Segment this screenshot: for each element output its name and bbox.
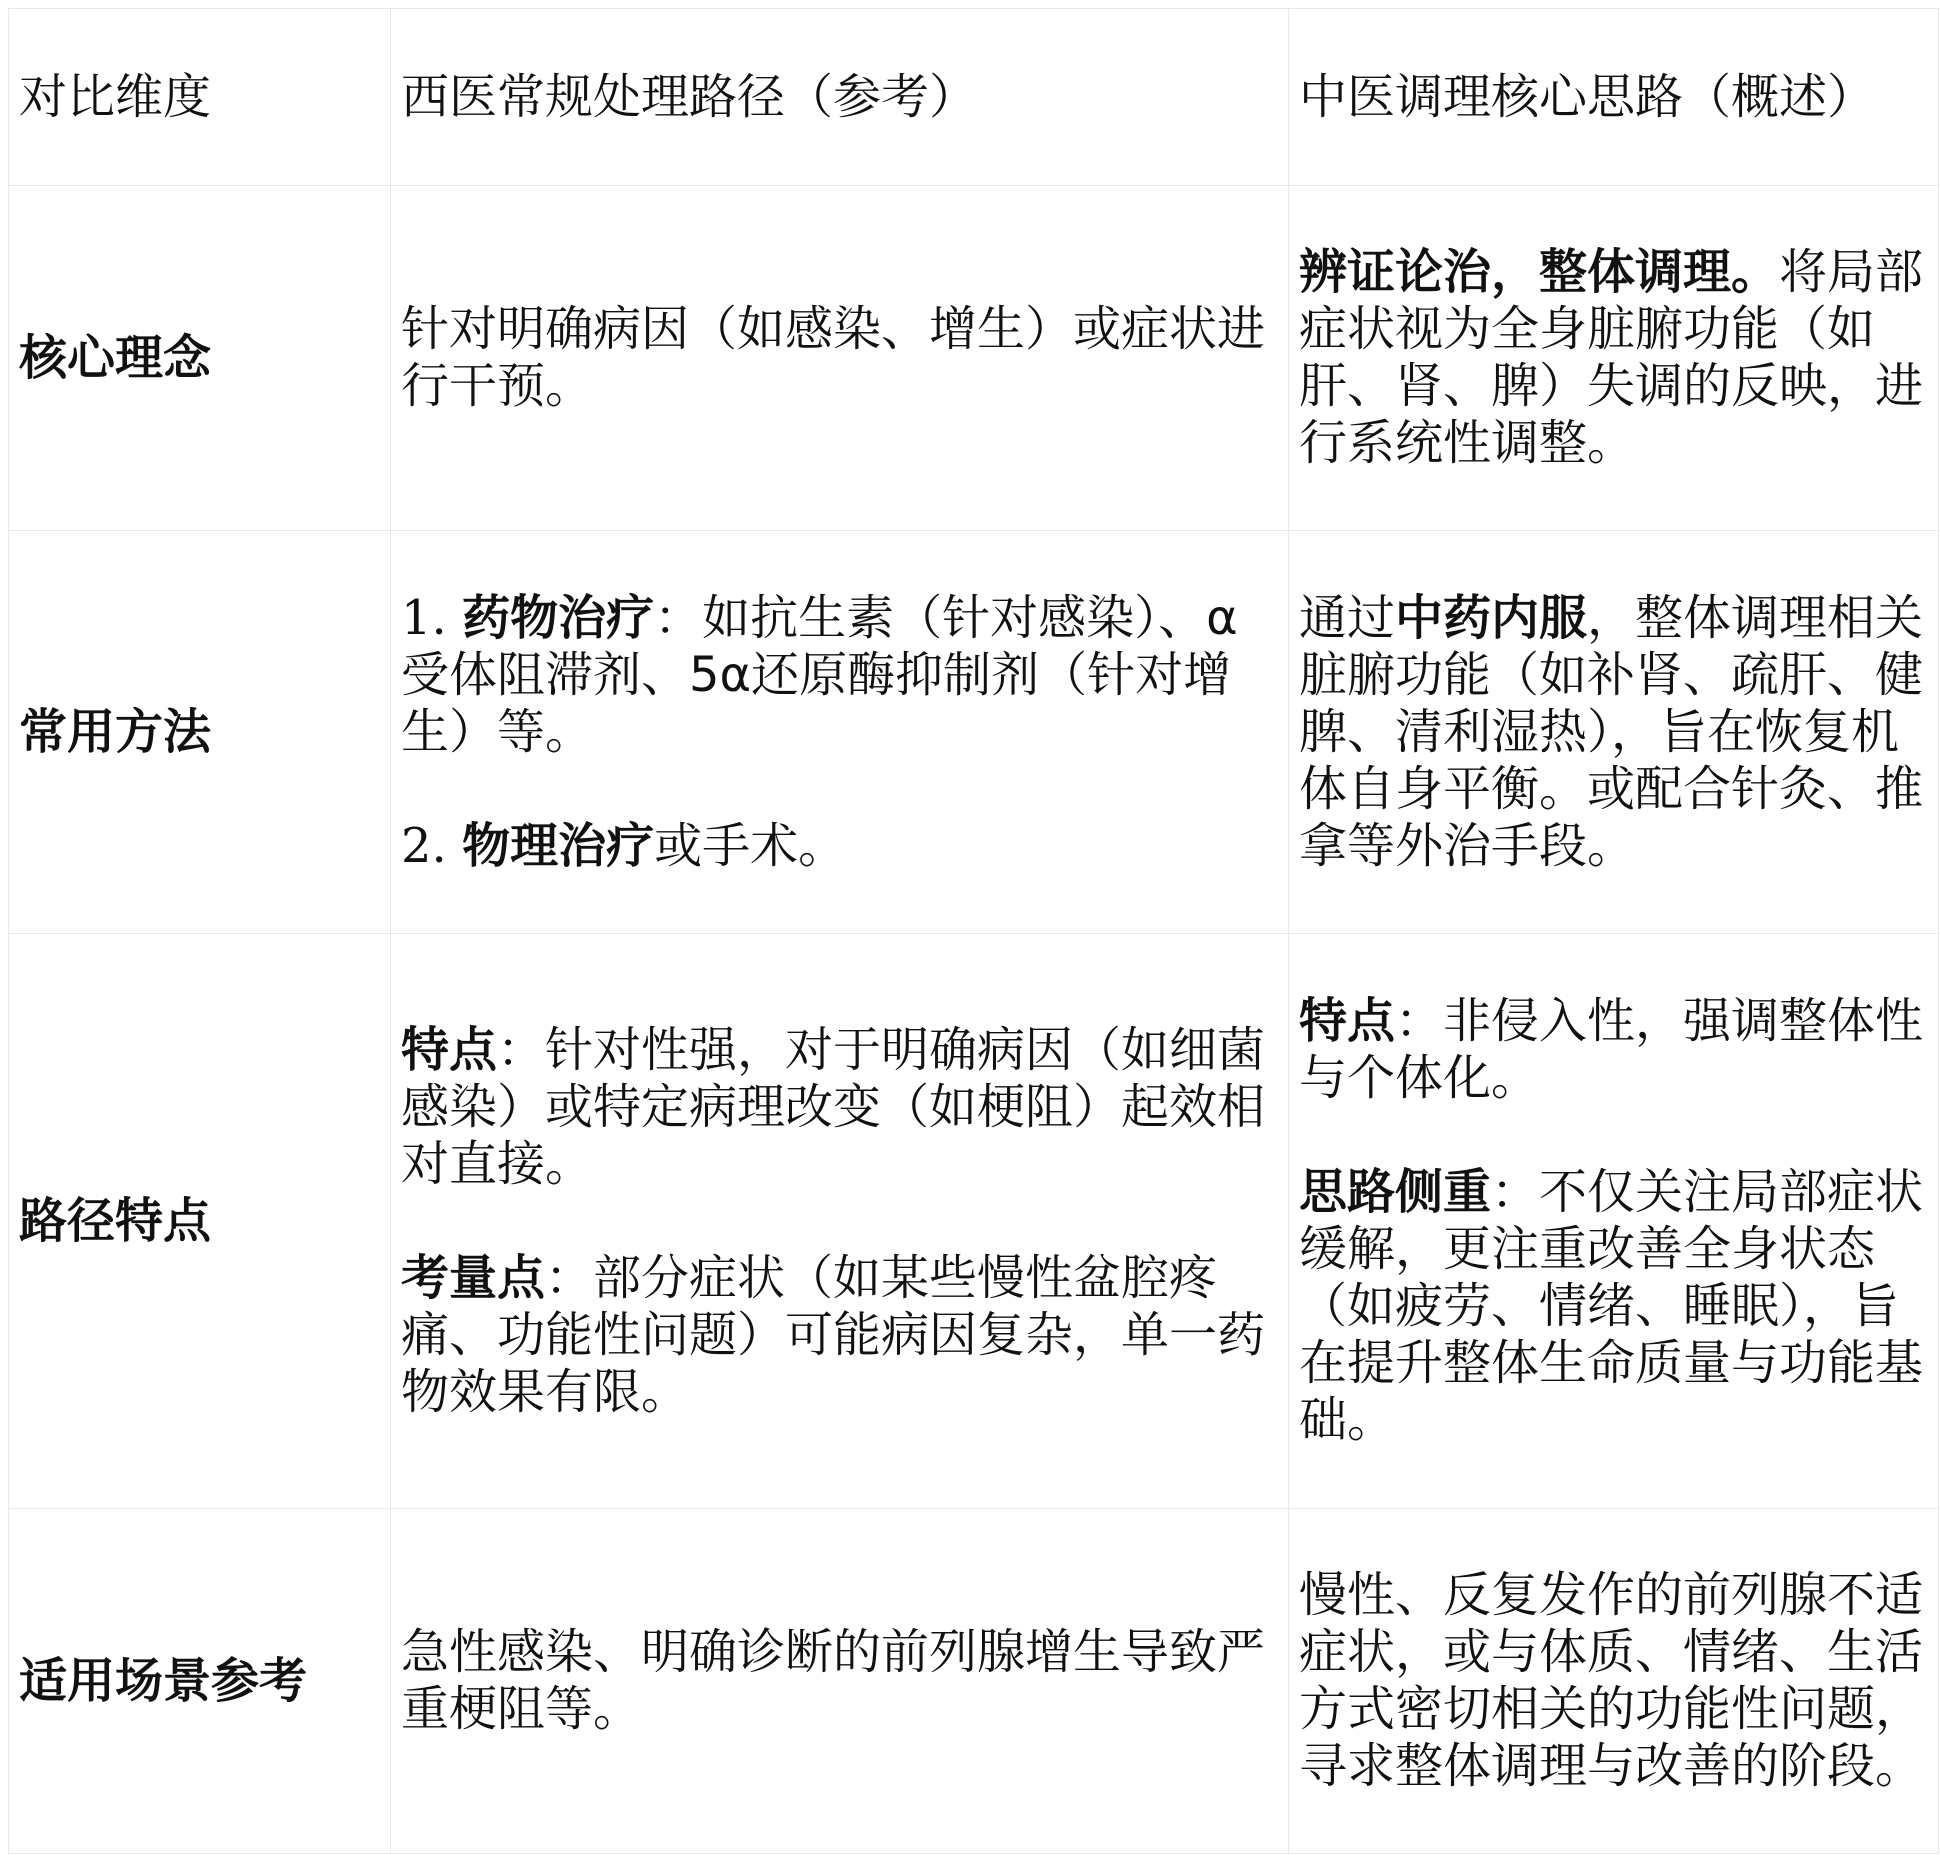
- cell-text: ：非侵入性，强调整体性与个体化。: [1299, 993, 1924, 1106]
- cell-bold-text: 药物治疗: [462, 589, 655, 646]
- header-dimension: 对比维度: [9, 9, 391, 186]
- cell-text: ，整体调理相关脏腑功能（如补肾、疏肝、健脾、清利湿热），旨在恢复机体自身平衡。或配合针灸、推拿等外治手段。: [1299, 589, 1924, 874]
- cell-text: ：如抗生素（针对感染）、α受体阻滞剂、5α还原酶抑制剂（针对增生）等。: [401, 589, 1238, 760]
- cell-western-common-methods: [391, 531, 1289, 934]
- cell-bold-text: 中药内服: [1395, 589, 1588, 646]
- table-row: [9, 186, 1939, 531]
- cell-text: ：部分症状（如某些慢性盆腔疼痛、功能性问题）可能病因复杂，单一药物效果有限。: [401, 1249, 1266, 1420]
- cell-tcm-scenarios: [1289, 1509, 1939, 1854]
- header-tcm: 中医调理核心思路（概述）: [1289, 9, 1939, 186]
- list-item: [401, 818, 1278, 875]
- cell-bold-text: 思路侧重: [1299, 1164, 1492, 1220]
- list-item: [401, 590, 1278, 761]
- table-row: [9, 531, 1939, 934]
- cell-text: 针对明确病因（如感染、增生）或症状进行干预。: [401, 301, 1266, 414]
- paragraph: [401, 1250, 1278, 1421]
- list-number: 1.: [401, 589, 463, 646]
- cell-bold-text: 辨证论治，整体调理。: [1299, 244, 1780, 300]
- cell-bold-text: 特点: [401, 1021, 498, 1078]
- table-row: [9, 934, 1939, 1509]
- paragraph: [1299, 993, 1928, 1107]
- cell-text: 将局部症状视为全身脏腑功能（如肝、肾、脾）失调的反映，进行系统性调整。: [1299, 244, 1924, 471]
- cell-text: 或手术。: [654, 817, 847, 874]
- header-western: 西医常规处理路径（参考）: [391, 9, 1289, 186]
- cell-western-scenarios: [391, 1509, 1289, 1854]
- cell-western-core-concept: [391, 186, 1289, 531]
- cell-bold-text: 物理治疗: [462, 817, 655, 874]
- list-number: 2.: [401, 817, 463, 874]
- paragraph: [401, 1022, 1278, 1193]
- cell-text: ：针对性强，对于明确病因（如细菌感染）或特定病理改变（如梗阻）起效相对直接。: [401, 1021, 1266, 1192]
- cell-western-path-features: [391, 934, 1289, 1509]
- cell-tcm-path-features: [1289, 934, 1939, 1509]
- table-row: [9, 1509, 1939, 1854]
- cell-text: 通过: [1299, 589, 1396, 646]
- cell-tcm-common-methods: [1289, 531, 1939, 934]
- row-dimension-core-concept: 核心理念: [9, 186, 391, 531]
- cell-text: 慢性、反复发作的前列腺不适症状，或与体质、情绪、生活方式密切相关的功能性问题，寻求整体调理与改善的阶段。: [1299, 1567, 1924, 1794]
- cell-text: ：不仅关注局部症状缓解，更注重改善全身状态（如疲劳、情绪、睡眠），旨在提升整体生命质量与功能基础。: [1299, 1164, 1924, 1448]
- paragraph: [1299, 1164, 1928, 1449]
- cell-tcm-core-concept: [1289, 186, 1939, 531]
- cell-bold-text: 考量点: [401, 1249, 546, 1306]
- table-header-row: [9, 9, 1939, 186]
- comparison-table: [8, 8, 1939, 1854]
- cell-bold-text: 特点: [1299, 993, 1396, 1049]
- row-dimension-scenarios: 适用场景参考: [9, 1509, 391, 1854]
- row-dimension-path-features: 路径特点: [9, 934, 391, 1509]
- row-dimension-common-methods: 常用方法: [9, 531, 391, 934]
- cell-text: 急性感染、明确诊断的前列腺增生导致严重梗阻等。: [401, 1624, 1266, 1737]
